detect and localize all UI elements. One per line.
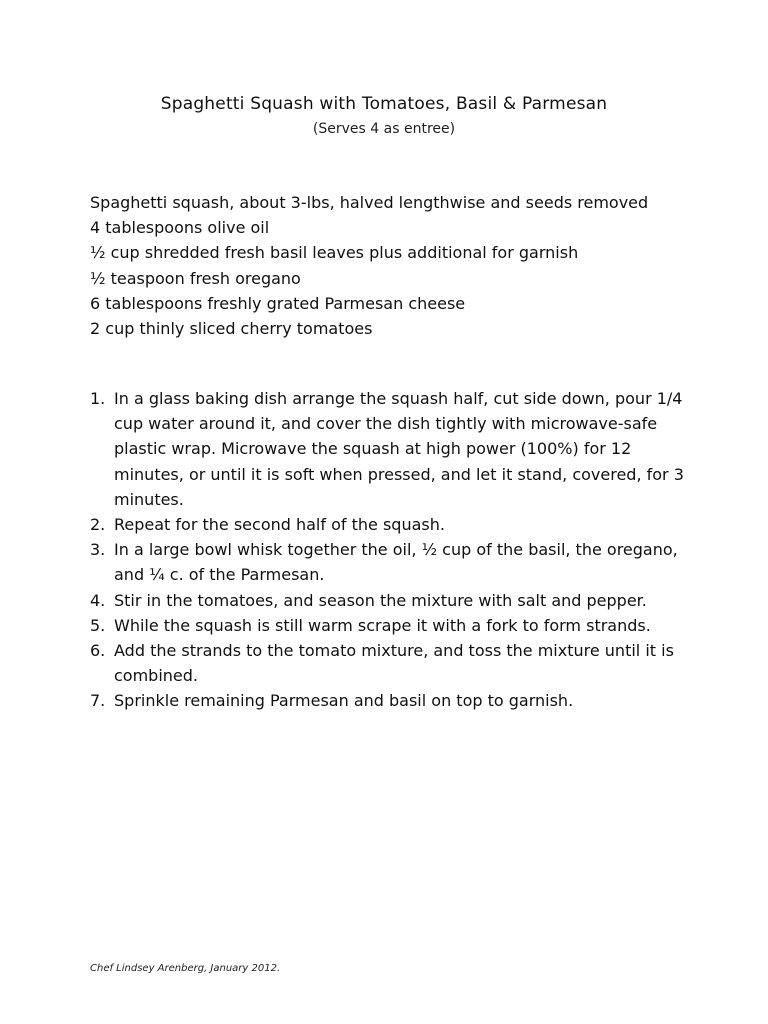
step-number: 3. xyxy=(90,540,106,560)
instruction-step xyxy=(90,613,690,638)
recipe-subtitle: (Serves 4 as entree) xyxy=(312,121,456,137)
step-text: Sprinkle remaining Parmesan and basil on top to garnish. xyxy=(114,691,574,711)
step-text: While the squash is still warm scrape it with a fork to form strands. xyxy=(114,615,651,635)
recipe-title: Spaghetti Squash with Tomatoes, Basil & Parmesan xyxy=(160,94,608,114)
step-number: 6. xyxy=(90,641,106,661)
ingredient-item: ½ cup shredded fresh basil leaves plus additional for garnish xyxy=(90,243,579,263)
step-text: In a large bowl whisk together the oil, ½ cup of the basil, the oregano, and ¼ c. of the Parmesan. xyxy=(114,540,678,585)
instruction-step xyxy=(90,688,690,713)
step-text: Stir in the tomatoes, and season the mixture with salt and pepper. xyxy=(114,590,647,610)
step-number: 1. xyxy=(90,389,106,408)
step-number: 2. xyxy=(90,515,106,535)
step-number: 4. xyxy=(90,590,106,610)
step-number: 7. xyxy=(90,691,106,711)
ingredient-item: 6 tablespoons freshly grated Parmesan cheese xyxy=(90,293,466,313)
instruction-step xyxy=(90,537,690,587)
ingredient-item: ½ teaspoon fresh oregano xyxy=(90,268,301,288)
step-text: In a glass baking dish arrange the squash half, cut side down, pour 1/4 cup water around it, and cover the dish tightly with microwave-safe plastic wrap. Microwave the squash at high power (100%) for 12 minutes, or until it is soft when pressed, and let it stand, covered, for 3 minutes. xyxy=(114,389,684,509)
ingredient-item: Spaghetti squash, about 3-lbs, halved lengthwise and seeds removed xyxy=(90,193,649,212)
ingredient-item: 2 cup thinly sliced cherry tomatoes xyxy=(90,319,373,339)
step-text: Repeat for the second half of the squash. xyxy=(114,515,445,535)
step-text: Add the strands to the tomato mixture, and toss the mixture until it is combined. xyxy=(114,641,674,686)
instruction-list xyxy=(90,386,690,714)
instruction-step xyxy=(90,512,690,537)
step-number: 5. xyxy=(90,615,106,635)
ingredient-item: 4 tablespoons olive oil xyxy=(90,218,270,238)
instruction-step xyxy=(90,638,690,688)
ingredient-list xyxy=(90,190,730,341)
author-credit: Chef Lindsey Arenberg, January 2012. xyxy=(90,963,281,974)
instruction-step xyxy=(90,588,690,613)
instruction-step xyxy=(90,386,690,512)
